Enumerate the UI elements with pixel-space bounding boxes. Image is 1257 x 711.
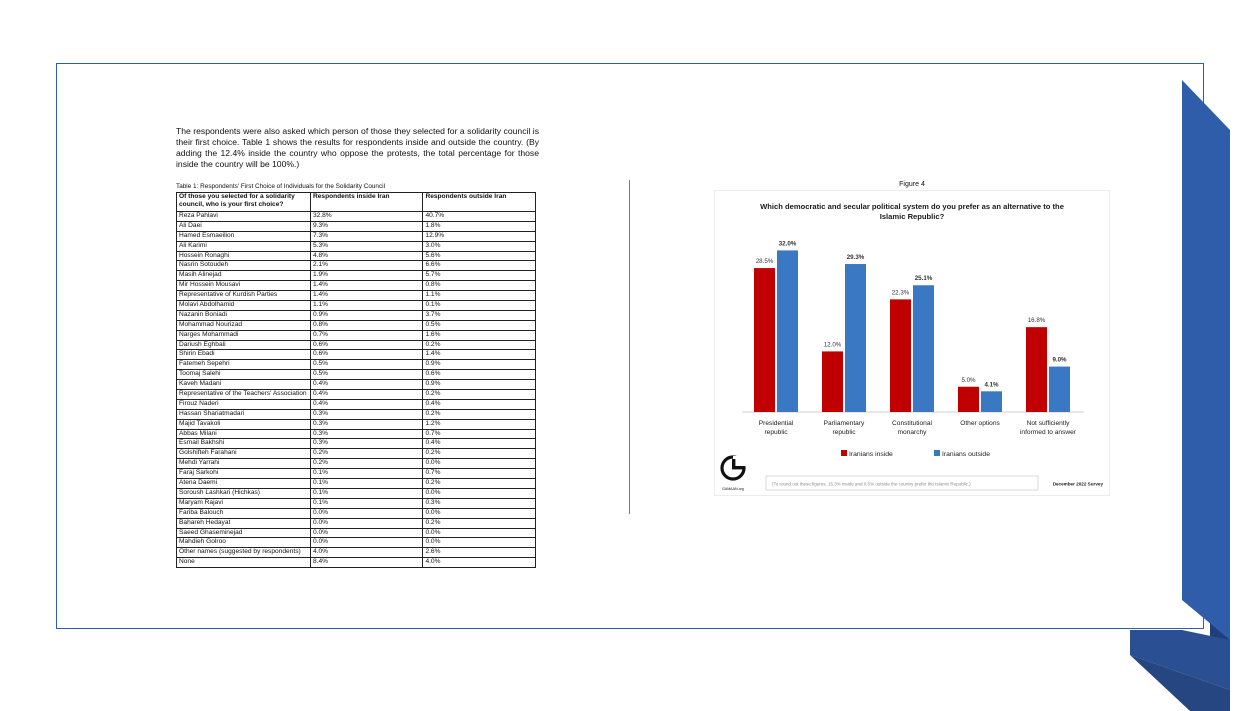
table-row	[177, 409, 536, 419]
table-row	[177, 419, 536, 429]
category-label: Not sufficiently informed to answer	[1019, 420, 1077, 436]
table-header-inside: Respondents inside Iran	[310, 193, 422, 212]
inside-cell: 0.1%	[310, 479, 422, 489]
inside-cell: 0.0%	[310, 528, 422, 538]
table-row	[177, 310, 536, 320]
inside-cell: 0.7%	[310, 330, 422, 340]
table-row	[177, 241, 536, 251]
legend-label: Iranians inside	[849, 451, 893, 458]
inside-cell: 1.9%	[310, 271, 422, 281]
inside-cell: 0.1%	[310, 488, 422, 498]
figure-4-chart	[714, 190, 1110, 496]
outside-cell: 0.1%	[423, 301, 536, 311]
name-cell: Abbas Milani	[177, 429, 311, 439]
name-cell: Golshifteh Farahani	[177, 449, 311, 459]
bar-inside-4	[1026, 327, 1047, 412]
outside-cell: 0.5%	[423, 320, 536, 330]
bar-inside-2	[890, 299, 911, 412]
table-row	[177, 231, 536, 241]
table-row	[177, 390, 536, 400]
name-cell: Reza Pahlavi	[177, 212, 311, 222]
inside-cell: 0.4%	[310, 399, 422, 409]
results-table	[176, 192, 536, 568]
inside-cell: 0.0%	[310, 518, 422, 528]
name-cell: Nazanin Boniadi	[177, 310, 311, 320]
outside-cell: 1.2%	[423, 419, 536, 429]
data-label: 9.0%	[1052, 356, 1067, 364]
outside-cell: 0.6%	[423, 370, 536, 380]
name-cell: Maryam Rajavi	[177, 498, 311, 508]
table-row	[177, 488, 536, 498]
table-row	[177, 330, 536, 340]
outside-cell: 0.2%	[423, 409, 536, 419]
outside-cell: 0.3%	[423, 498, 536, 508]
inside-cell: 0.5%	[310, 370, 422, 380]
table-row	[177, 479, 536, 489]
bar-inside-3	[958, 387, 979, 412]
table-row	[177, 508, 536, 518]
table-row	[177, 212, 536, 222]
inside-cell: 32.8%	[310, 212, 422, 222]
outside-cell: 0.2%	[423, 449, 536, 459]
outside-cell: 12.9%	[423, 231, 536, 241]
data-label: 12.0%	[823, 341, 842, 349]
name-cell: Ali Daei	[177, 221, 311, 231]
figure-caption: Figure 4	[899, 181, 925, 188]
table-row	[177, 271, 536, 281]
outside-cell: 0.8%	[423, 281, 536, 291]
logo-text: GAMAAN.org	[722, 487, 744, 491]
inside-cell: 1.4%	[310, 291, 422, 301]
outside-cell: 1.8%	[423, 221, 536, 231]
inside-cell: 9.3%	[310, 221, 422, 231]
name-cell: Firouz Naderi	[177, 399, 311, 409]
outside-cell: 0.9%	[423, 380, 536, 390]
name-cell: Toomaj Salehi	[177, 370, 311, 380]
outside-cell: 6.6%	[423, 261, 536, 271]
data-label: 22.3%	[891, 289, 910, 297]
outside-cell: 0.4%	[423, 439, 536, 449]
table-row	[177, 558, 536, 568]
inside-cell: 0.0%	[310, 538, 422, 548]
inside-cell: 0.1%	[310, 469, 422, 479]
table-row	[177, 439, 536, 449]
outside-cell: 0.2%	[423, 518, 536, 528]
outside-cell: 0.4%	[423, 399, 536, 409]
inside-cell: 4.8%	[310, 251, 422, 261]
inside-cell: 0.9%	[310, 310, 422, 320]
footnote: (To round out these figures, 15.3% inside and 0.5% outside the country prefer the Islamic Republic.)	[772, 481, 971, 487]
outside-cell: 0.7%	[423, 469, 536, 479]
inside-cell: 4.0%	[310, 548, 422, 558]
inside-cell: 0.3%	[310, 439, 422, 449]
table-row	[177, 528, 536, 538]
inside-cell: 1.1%	[310, 301, 422, 311]
name-cell: Hassan Shariatmadari	[177, 409, 311, 419]
name-cell: Other names (suggested by respondents)	[177, 548, 311, 558]
category-label: Parliamentary republic	[823, 420, 865, 436]
legend-swatch	[841, 450, 847, 456]
outside-cell: 0.0%	[423, 528, 536, 538]
name-cell: Molavi Abdolhamid	[177, 301, 311, 311]
legend-swatch	[934, 450, 940, 456]
outside-cell: 3.0%	[423, 241, 536, 251]
name-cell: Nasrin Sotoudeh	[177, 261, 311, 271]
inside-cell: 0.2%	[310, 449, 422, 459]
inside-cell: 2.1%	[310, 261, 422, 271]
outside-cell: 1.4%	[423, 350, 536, 360]
table-row	[177, 301, 536, 311]
name-cell: Representative of the Teachers' Association	[177, 390, 311, 400]
data-label: 16.8%	[1027, 317, 1046, 325]
table-row	[177, 548, 536, 558]
name-cell: Mir Hossein Mousavi	[177, 281, 311, 291]
data-label: 32.0%	[778, 240, 797, 248]
name-cell: Kaveh Madani	[177, 380, 311, 390]
inside-cell: 0.0%	[310, 508, 422, 518]
table-row	[177, 320, 536, 330]
table-header-row	[177, 193, 536, 212]
bar-outside-3	[981, 391, 1002, 412]
inside-cell: 0.4%	[310, 390, 422, 400]
category-label: Presidential republic	[758, 420, 794, 436]
table-body	[177, 212, 536, 568]
outside-cell: 0.0%	[423, 488, 536, 498]
name-cell: Hossein Ronaghi	[177, 251, 311, 261]
name-cell: Masih Alinejad	[177, 271, 311, 281]
table-header-outside: Respondents outside Iran	[423, 193, 536, 212]
inside-cell: 0.8%	[310, 320, 422, 330]
name-cell: Faraj Sarkohi	[177, 469, 311, 479]
name-cell: Fatemeh Sepehri	[177, 360, 311, 370]
data-label: 28.5%	[755, 258, 774, 266]
table-row	[177, 518, 536, 528]
inside-cell: 7.3%	[310, 231, 422, 241]
data-label: 29.3%	[846, 254, 865, 262]
outside-cell: 2.6%	[423, 548, 536, 558]
outside-cell: 1.1%	[423, 291, 536, 301]
table-row	[177, 399, 536, 409]
table-row	[177, 350, 536, 360]
outside-cell: 0.2%	[423, 340, 536, 350]
outside-cell: 0.2%	[423, 479, 536, 489]
table-row	[177, 429, 536, 439]
inside-cell: 5.3%	[310, 241, 422, 251]
bar-outside-1	[845, 264, 866, 412]
table-row	[177, 459, 536, 469]
name-cell: Shirin Ebadi	[177, 350, 311, 360]
table-row	[177, 498, 536, 508]
bar-outside-2	[913, 285, 934, 412]
outside-cell: 40.7%	[423, 212, 536, 222]
inside-cell: 1.4%	[310, 281, 422, 291]
name-cell: Majid Tavakoli	[177, 419, 311, 429]
inside-cell: 0.4%	[310, 380, 422, 390]
table-row	[177, 360, 536, 370]
data-label: 5.0%	[961, 376, 976, 384]
bar-inside-1	[822, 351, 843, 412]
category-label: Other options	[960, 420, 1000, 427]
name-cell: Narges Mohammadi	[177, 330, 311, 340]
chart-title: Which democratic and secular political system do you prefer as an alternative to the Islamic Republic?	[760, 202, 1064, 221]
table-header-question: Of those you selected for a solidarity council, who is your first choice?	[177, 193, 311, 212]
name-cell: Representative of Kurdish Parties	[177, 291, 311, 301]
outside-cell: 0.0%	[423, 508, 536, 518]
name-cell: Saeed Ghaseminejad	[177, 528, 311, 538]
name-cell: Soroush Lashkari (Hichkas)	[177, 488, 311, 498]
table-row	[177, 370, 536, 380]
category-label: Constitutional monarchy	[892, 420, 932, 436]
legend-label: Iranians outside	[942, 451, 990, 458]
name-cell: Dariush Eghbali	[177, 340, 311, 350]
name-cell: Atena Daemi	[177, 479, 311, 489]
inside-cell: 0.2%	[310, 459, 422, 469]
inside-cell: 8.4%	[310, 558, 422, 568]
inside-cell: 0.3%	[310, 419, 422, 429]
table-row	[177, 538, 536, 548]
table-row	[177, 469, 536, 479]
table-row	[177, 291, 536, 301]
inside-cell: 0.5%	[310, 360, 422, 370]
intro-paragraph: The respondents were also asked which person of those they selected for a solidarity council is their first choice. Table 1 shows the results for respondents inside and outside the country. (By adding the 12.4% inside the country who oppose the protests, the total percentage for those inside the country will be 100%.)	[176, 126, 539, 169]
name-cell: None	[177, 558, 311, 568]
table-row	[177, 449, 536, 459]
data-label: 25.1%	[914, 275, 933, 283]
table-row	[177, 281, 536, 291]
outside-cell: 0.7%	[423, 429, 536, 439]
outside-cell: 3.7%	[423, 310, 536, 320]
outside-cell: 0.0%	[423, 538, 536, 548]
bar-outside-0	[777, 250, 798, 412]
table-caption: Table 1: Respondents' First Choice of Individuals for the Solidarity Council	[176, 183, 386, 190]
name-cell: Mohammad Nourizad	[177, 320, 311, 330]
data-label: 4.1%	[984, 381, 999, 389]
name-cell: Hamed Esmaeilion	[177, 231, 311, 241]
outside-cell: 5.7%	[423, 271, 536, 281]
outside-cell: 1.6%	[423, 330, 536, 340]
name-cell: Mahdieh Golroo	[177, 538, 311, 548]
name-cell: Fariba Balouch	[177, 508, 311, 518]
table-row	[177, 221, 536, 231]
inside-cell: 0.6%	[310, 340, 422, 350]
table-row	[177, 340, 536, 350]
inside-cell: 0.3%	[310, 429, 422, 439]
bar-outside-4	[1049, 367, 1070, 412]
name-cell: Esmail Bakhshi	[177, 439, 311, 449]
outside-cell: 0.0%	[423, 459, 536, 469]
outside-cell: 0.9%	[423, 360, 536, 370]
survey-label: December 2022 Survey	[1052, 481, 1103, 487]
column-divider	[629, 180, 630, 514]
table-row	[177, 380, 536, 390]
table-row	[177, 251, 536, 261]
bar-inside-0	[754, 268, 775, 412]
outside-cell: 0.2%	[423, 390, 536, 400]
name-cell: Bahareh Hedayat	[177, 518, 311, 528]
inside-cell: 0.1%	[310, 498, 422, 508]
table-row	[177, 261, 536, 271]
inside-cell: 0.3%	[310, 409, 422, 419]
outside-cell: 4.0%	[423, 558, 536, 568]
name-cell: Mehdi Yarrahi	[177, 459, 311, 469]
outside-cell: 5.6%	[423, 251, 536, 261]
inside-cell: 0.6%	[310, 350, 422, 360]
name-cell: Ali Karimi	[177, 241, 311, 251]
